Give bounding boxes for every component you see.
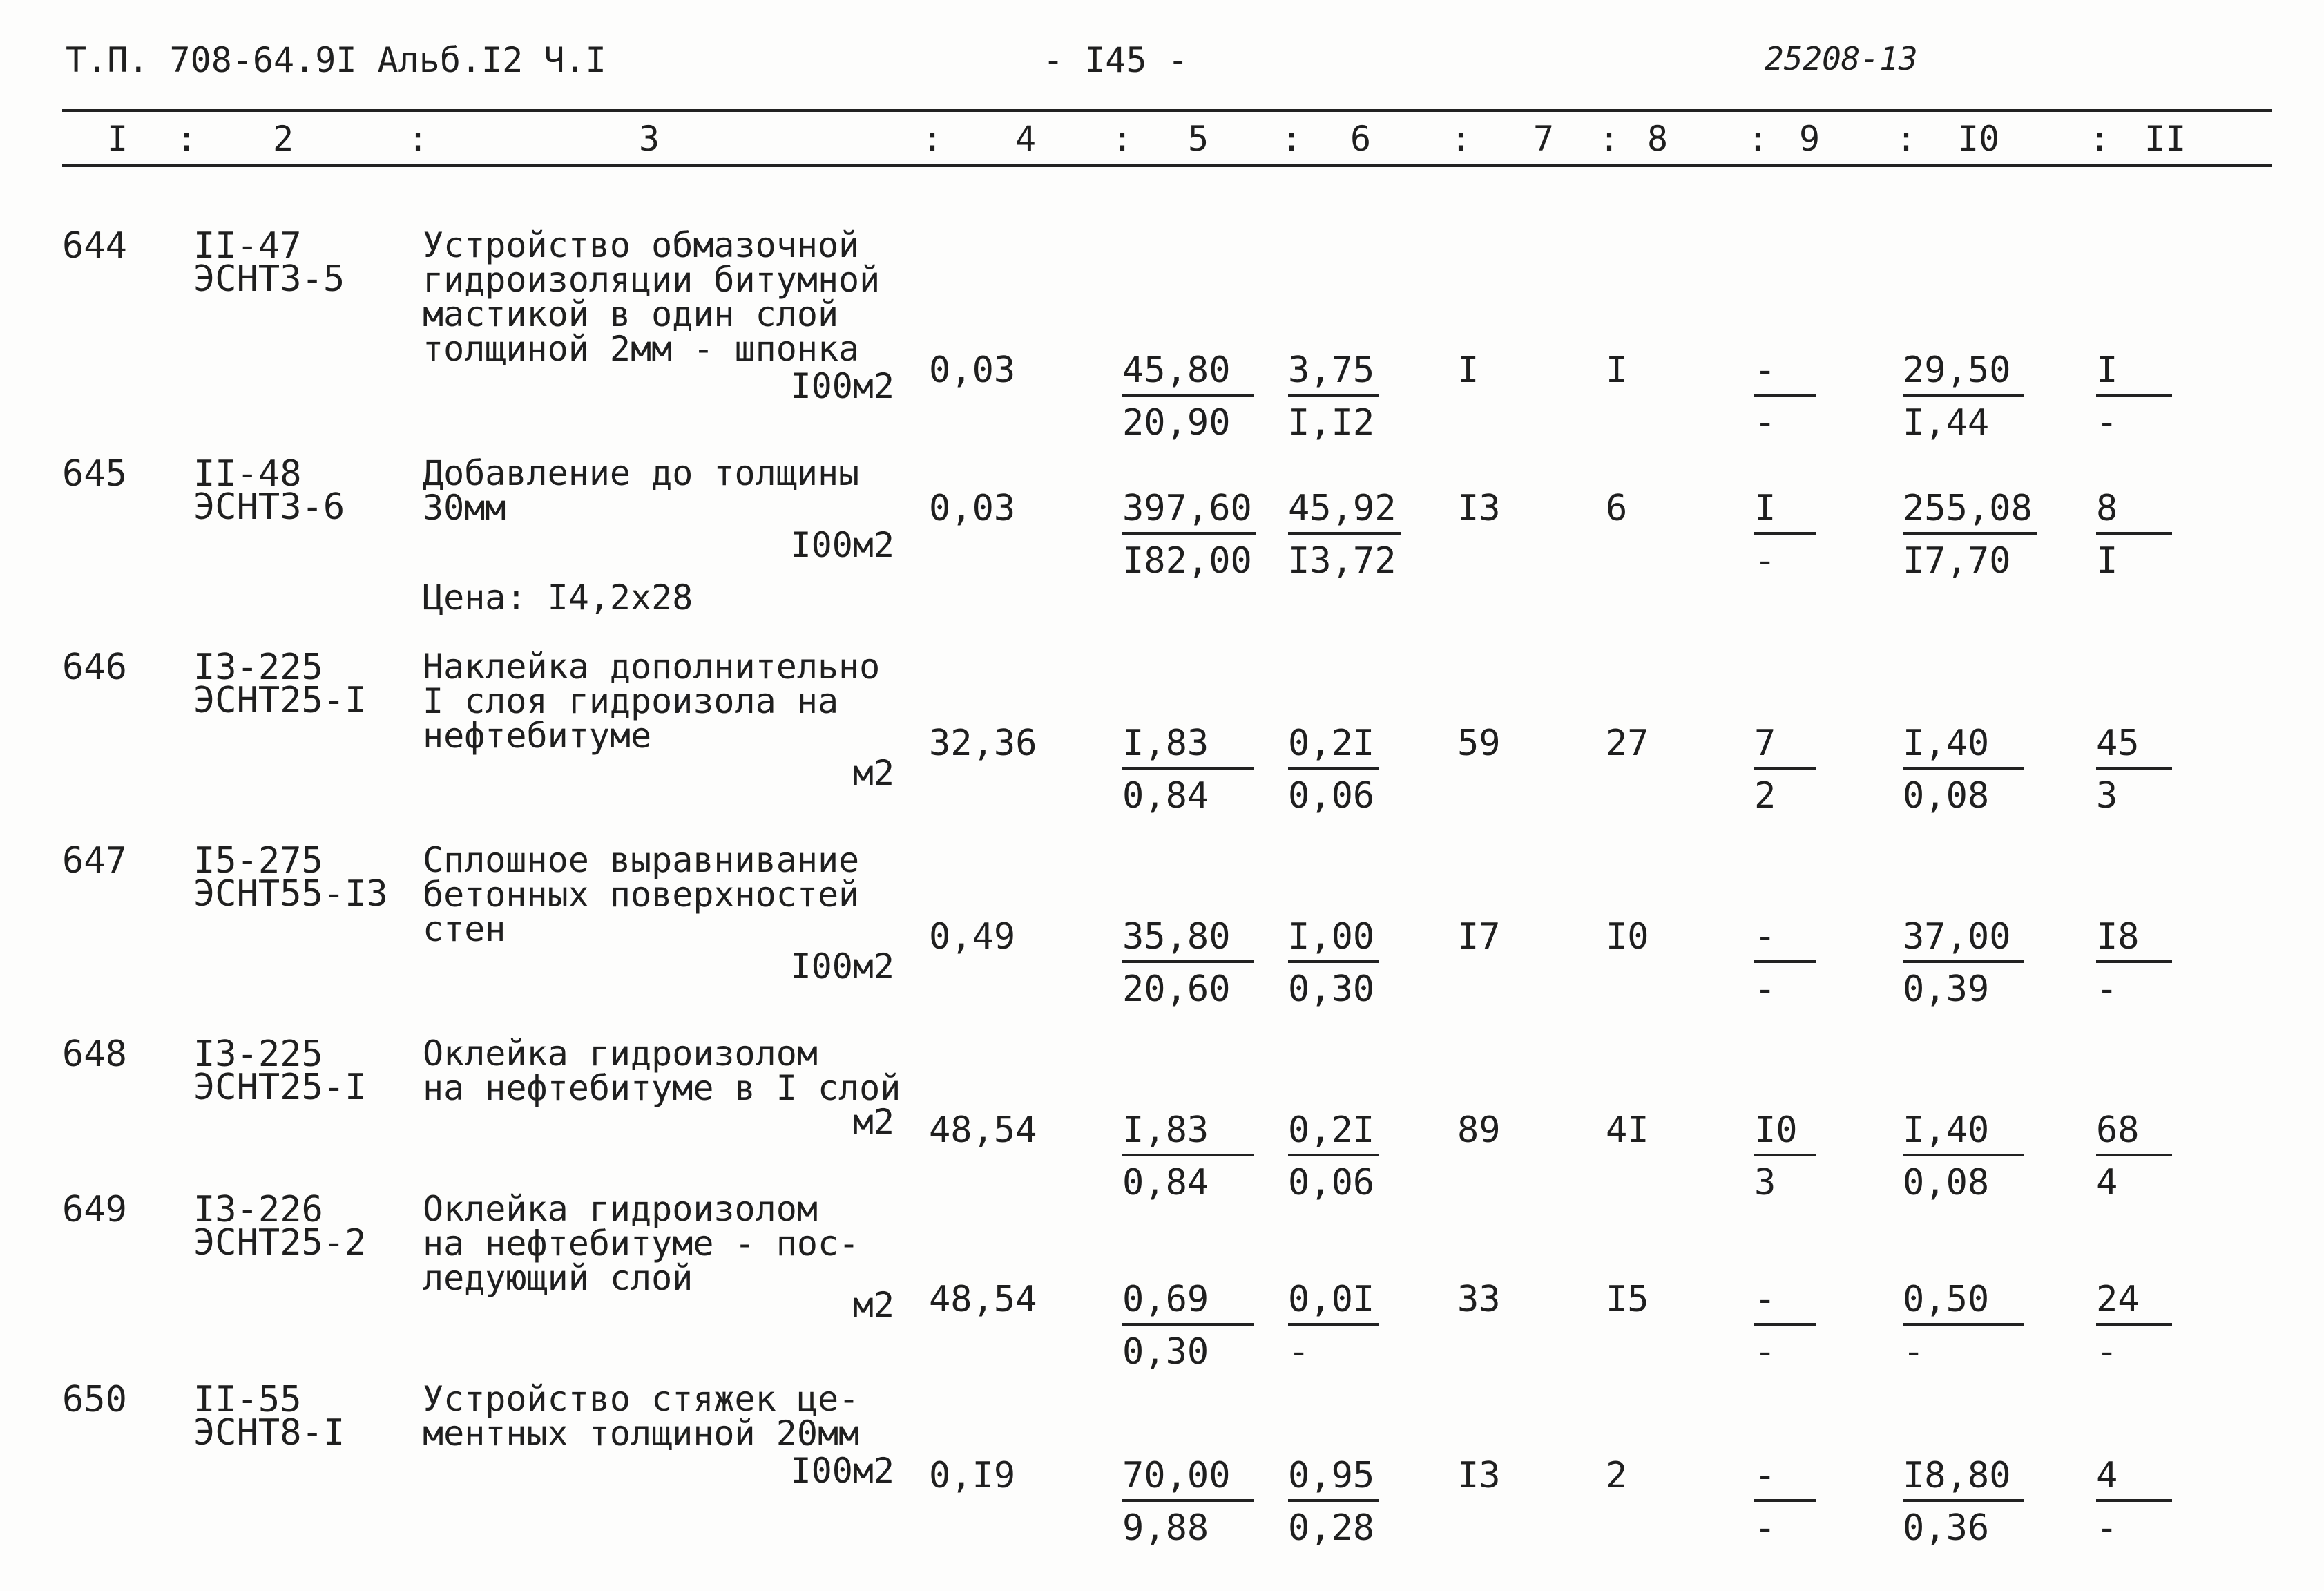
wage-cost-fraction-denominator: 0,06 (1288, 1162, 1375, 1203)
row-number: 645 (62, 453, 127, 495)
unit-cost-fraction-numerator: 70,00 (1122, 1455, 1254, 1502)
col-sep: : (1281, 119, 1303, 159)
machine-cost-fraction (1754, 1279, 1816, 1373)
total-labor-fraction (2096, 350, 2172, 444)
machine-cost-fraction (1754, 488, 1816, 582)
total-labor-fraction-numerator: 45 (2096, 723, 2172, 770)
unit-of-measure: I00м2 (790, 525, 894, 565)
work-description-line: Устройство обмазочной (423, 225, 860, 265)
total-labor-fraction-numerator: I8 (2096, 916, 2172, 963)
quantity-value: 32,36 (929, 723, 1037, 764)
col-sep: : (407, 119, 429, 159)
unit-cost-fraction (1122, 350, 1254, 444)
col-header-9: 9 (1799, 119, 1821, 159)
col-header-7: 7 (1533, 119, 1555, 159)
norm-code: II-48 (193, 453, 302, 495)
wage-cost-fraction (1288, 350, 1379, 444)
labor-fraction-denominator: I7,70 (1903, 540, 2011, 582)
col-header-3: 3 (639, 119, 660, 159)
quantity-value: 0,03 (929, 350, 1016, 391)
wage-cost-fraction-numerator: 0,0I (1288, 1279, 1379, 1326)
wage-cost-fraction (1288, 723, 1379, 817)
total-labor-fraction (2096, 1455, 2172, 1549)
labor-fraction-denominator: 0,36 (1903, 1507, 1990, 1549)
col-sep: : (1599, 119, 1620, 159)
unit-cost-fraction-numerator: 397,60 (1122, 488, 1256, 535)
total-labor-fraction (2096, 1109, 2172, 1203)
machine-cost-fraction-denominator: - (1754, 1331, 1776, 1373)
col-header-8: 8 (1647, 119, 1669, 159)
unit-cost-fraction (1122, 1279, 1254, 1373)
work-description-line: бетонных поверхностей (423, 875, 860, 915)
unit-cost-fraction (1122, 1455, 1254, 1549)
labor-fraction-denominator: 0,08 (1903, 1162, 1990, 1203)
wage-cost-fraction-numerator: 45,92 (1288, 488, 1401, 535)
wage-cost-fraction-denominator: 0,06 (1288, 775, 1375, 817)
total-labor-fraction-numerator: I (2096, 350, 2172, 397)
unit-cost-fraction (1122, 488, 1256, 582)
unit-of-measure: м2 (852, 1285, 894, 1325)
work-description-line: толщиной 2мм - шпонка (423, 329, 860, 369)
quantity-value: 48,54 (929, 1279, 1037, 1320)
machine-cost-fraction-denominator: - (1754, 1507, 1776, 1549)
header-rule-bottom (62, 164, 2272, 167)
price-note: Цена: I4,2х28 (423, 578, 693, 618)
machine-cost-fraction-denominator: 3 (1754, 1162, 1776, 1203)
work-description-line: на нефтебитуме - пос- (423, 1223, 860, 1264)
total-labor-fraction-numerator: 24 (2096, 1279, 2172, 1326)
work-description-line: ментных толщиной 20мм (423, 1413, 860, 1454)
unit-of-measure: м2 (852, 1102, 894, 1142)
labor-fraction-numerator: 37,00 (1903, 916, 2024, 963)
labor-fraction-denominator: I,44 (1903, 402, 1990, 444)
total-labor-fraction-denominator: 4 (2096, 1162, 2118, 1203)
machine-cost-fraction (1754, 723, 1816, 817)
total-labor-fraction-numerator: 68 (2096, 1109, 2172, 1156)
quantity-value: 48,54 (929, 1109, 1037, 1151)
wage-cost-fraction-numerator: 3,75 (1288, 350, 1379, 397)
machine-cost-fraction-numerator: - (1754, 916, 1816, 963)
unit-cost-fraction-denominator: 20,90 (1122, 402, 1231, 444)
wage-cost-fraction-denominator: I3,72 (1288, 540, 1396, 582)
work-description-line: Добавление до толщины (423, 453, 860, 493)
wage-total-value: 27 (1606, 723, 1649, 764)
machine-cost-fraction (1754, 916, 1816, 1010)
total-labor-fraction (2096, 723, 2172, 817)
total-cost-value: I7 (1457, 916, 1501, 958)
unit-cost-fraction-numerator: 0,69 (1122, 1279, 1254, 1326)
total-cost-value: 59 (1457, 723, 1501, 764)
row-number: 647 (62, 840, 127, 882)
wage-cost-fraction-denominator: I,I2 (1288, 402, 1375, 444)
unit-cost-fraction-denominator: 9,88 (1122, 1507, 1209, 1549)
unit-cost-fraction-numerator: I,83 (1122, 723, 1254, 770)
machine-cost-fraction-numerator: I (1754, 488, 1816, 535)
doc-code: Т.П. 708-64.9I Альб.I2 Ч.I (66, 40, 606, 80)
labor-fraction (1903, 1109, 2024, 1203)
wage-cost-fraction-numerator: I,00 (1288, 916, 1379, 963)
work-description-line: Оклейка гидроизолом (423, 1189, 818, 1229)
labor-fraction-numerator: I,40 (1903, 1109, 2024, 1156)
machine-cost-fraction-denominator: - (1754, 969, 1776, 1010)
machine-cost-fraction-numerator: I0 (1754, 1109, 1816, 1156)
row-number: 646 (62, 647, 127, 688)
labor-fraction-numerator: I8,80 (1903, 1455, 2024, 1502)
total-labor-fraction (2096, 1279, 2172, 1373)
wage-cost-fraction-denominator: 0,28 (1288, 1507, 1375, 1549)
col-header-1: I (107, 119, 128, 159)
wage-cost-fraction (1288, 1109, 1379, 1203)
wage-cost-fraction-denominator: 0,30 (1288, 969, 1375, 1010)
norm-code: II-55 (193, 1379, 302, 1420)
work-description-line: I слоя гидроизола на (423, 681, 839, 721)
work-description-line: ледующий слой (423, 1258, 693, 1298)
total-cost-value: 33 (1457, 1279, 1501, 1320)
col-header-11: II (2144, 119, 2187, 159)
ref-number: 25208-13 (1765, 40, 1918, 77)
wage-cost-fraction-denominator: - (1288, 1331, 1310, 1373)
labor-fraction (1903, 1455, 2024, 1549)
labor-fraction-denominator: - (1903, 1331, 1925, 1373)
unit-cost-fraction (1122, 916, 1254, 1010)
quantity-value: 0,I9 (929, 1455, 1016, 1496)
work-description-line: стен (423, 909, 506, 949)
quantity-value: 0,49 (929, 916, 1016, 958)
col-header-6: 6 (1350, 119, 1372, 159)
norm-code: I3-226 (193, 1189, 323, 1230)
work-description-line: гидроизоляции битумной (423, 260, 881, 300)
col-sep: : (1112, 119, 1133, 159)
machine-cost-fraction-numerator: - (1754, 1279, 1816, 1326)
total-labor-fraction (2096, 488, 2172, 582)
wage-total-value: 4I (1606, 1109, 1649, 1151)
machine-cost-fraction (1754, 1109, 1816, 1203)
total-labor-fraction (2096, 916, 2172, 1010)
labor-fraction-numerator: 29,50 (1903, 350, 2024, 397)
labor-fraction (1903, 488, 2037, 582)
unit-cost-fraction-numerator: 35,80 (1122, 916, 1254, 963)
col-sep: : (1747, 119, 1769, 159)
norm-code-secondary: ЭСНТ25-2 (193, 1222, 367, 1264)
row-number: 650 (62, 1379, 127, 1420)
work-description-line: 30мм (423, 488, 506, 528)
unit-cost-fraction-denominator: I82,00 (1122, 540, 1252, 582)
machine-cost-fraction-numerator: - (1754, 1455, 1816, 1502)
machine-cost-fraction-denominator: - (1754, 540, 1776, 582)
row-number: 649 (62, 1189, 127, 1230)
total-labor-fraction-denominator: - (2096, 1331, 2118, 1373)
work-description-line: Наклейка дополнительно (423, 647, 881, 687)
wage-total-value: I0 (1606, 916, 1649, 958)
labor-fraction-denominator: 0,08 (1903, 775, 1990, 817)
wage-cost-fraction-numerator: 0,2I (1288, 1109, 1379, 1156)
total-cost-value: 89 (1457, 1109, 1501, 1151)
wage-total-value: 6 (1606, 488, 1628, 529)
work-description-line: нефтебитуме (423, 716, 652, 756)
unit-cost-fraction (1122, 723, 1254, 817)
work-description-line: мастикой в один слой (423, 294, 839, 334)
work-description-line: Сплошное выравнивание (423, 840, 860, 880)
col-header-5: 5 (1188, 119, 1209, 159)
wage-cost-fraction (1288, 1455, 1379, 1549)
unit-cost-fraction (1122, 1109, 1254, 1203)
total-cost-value: I3 (1457, 1455, 1501, 1496)
col-sep: : (2089, 119, 2111, 159)
labor-fraction-denominator: 0,39 (1903, 969, 1990, 1010)
norm-code-secondary: ЭСНТ55-I3 (193, 873, 388, 915)
labor-fraction-numerator: 255,08 (1903, 488, 2037, 535)
unit-of-measure: I00м2 (790, 366, 894, 406)
unit-cost-fraction-numerator: I,83 (1122, 1109, 1254, 1156)
col-header-2: 2 (273, 119, 294, 159)
wage-cost-fraction (1288, 1279, 1379, 1373)
unit-cost-fraction-denominator: 20,60 (1122, 969, 1231, 1010)
total-labor-fraction-denominator: 3 (2096, 775, 2118, 817)
total-cost-value: I3 (1457, 488, 1501, 529)
norm-code: I3-225 (193, 647, 323, 688)
norm-code-secondary: ЭСНТ8-I (193, 1412, 345, 1454)
norm-code-secondary: ЭСНТ3-5 (193, 258, 345, 300)
unit-cost-fraction-numerator: 45,80 (1122, 350, 1254, 397)
wage-total-value: I (1606, 350, 1628, 391)
labor-fraction (1903, 1279, 2024, 1373)
row-number: 648 (62, 1033, 127, 1075)
labor-fraction (1903, 916, 2024, 1010)
col-header-10: I0 (1958, 119, 2000, 159)
wage-cost-fraction-numerator: 0,2I (1288, 723, 1379, 770)
wage-total-value: I5 (1606, 1279, 1649, 1320)
unit-cost-fraction-denominator: 0,84 (1122, 1162, 1209, 1203)
col-sep: : (176, 119, 198, 159)
work-description-line: на нефтебитуме в I слой (423, 1068, 901, 1108)
quantity-value: 0,03 (929, 488, 1016, 529)
total-labor-fraction-denominator: - (2096, 402, 2118, 444)
labor-fraction-numerator: I,40 (1903, 723, 2024, 770)
machine-cost-fraction (1754, 1455, 1816, 1549)
unit-cost-fraction-denominator: 0,84 (1122, 775, 1209, 817)
norm-code: I3-225 (193, 1033, 323, 1075)
page-number: - I45 - (1043, 40, 1189, 80)
unit-of-measure: I00м2 (790, 946, 894, 987)
unit-of-measure: I00м2 (790, 1451, 894, 1491)
total-labor-fraction-denominator: - (2096, 1507, 2118, 1549)
labor-fraction (1903, 350, 2024, 444)
norm-code-secondary: ЭСНТ3-6 (193, 486, 345, 528)
unit-of-measure: м2 (852, 753, 894, 793)
col-header-4: 4 (1015, 119, 1037, 159)
machine-cost-fraction-denominator: 2 (1754, 775, 1776, 817)
labor-fraction (1903, 723, 2024, 817)
norm-code-secondary: ЭСНТ25-I (193, 680, 367, 721)
col-sep: : (1450, 119, 1472, 159)
total-labor-fraction-denominator: I (2096, 540, 2118, 582)
wage-cost-fraction-numerator: 0,95 (1288, 1455, 1379, 1502)
machine-cost-fraction-denominator: - (1754, 402, 1776, 444)
norm-code: I5-275 (193, 840, 323, 882)
machine-cost-fraction-numerator: 7 (1754, 723, 1816, 770)
norm-code: II-47 (193, 225, 302, 267)
wage-cost-fraction (1288, 916, 1379, 1010)
wage-cost-fraction (1288, 488, 1401, 582)
unit-cost-fraction-denominator: 0,30 (1122, 1331, 1209, 1373)
col-sep: : (1896, 119, 1917, 159)
wage-total-value: 2 (1606, 1455, 1628, 1496)
machine-cost-fraction (1754, 350, 1816, 444)
machine-cost-fraction-numerator: - (1754, 350, 1816, 397)
col-sep: : (922, 119, 943, 159)
header-rule-top (62, 109, 2272, 112)
total-labor-fraction-numerator: 8 (2096, 488, 2172, 535)
total-labor-fraction-numerator: 4 (2096, 1455, 2172, 1502)
norm-code-secondary: ЭСНТ25-I (193, 1067, 367, 1108)
work-description-line: Оклейка гидроизолом (423, 1033, 818, 1074)
total-cost-value: I (1457, 350, 1479, 391)
work-description-line: Устройство стяжек це- (423, 1379, 860, 1419)
row-number: 644 (62, 225, 127, 267)
total-labor-fraction-denominator: - (2096, 969, 2118, 1010)
labor-fraction-numerator: 0,50 (1903, 1279, 2024, 1326)
